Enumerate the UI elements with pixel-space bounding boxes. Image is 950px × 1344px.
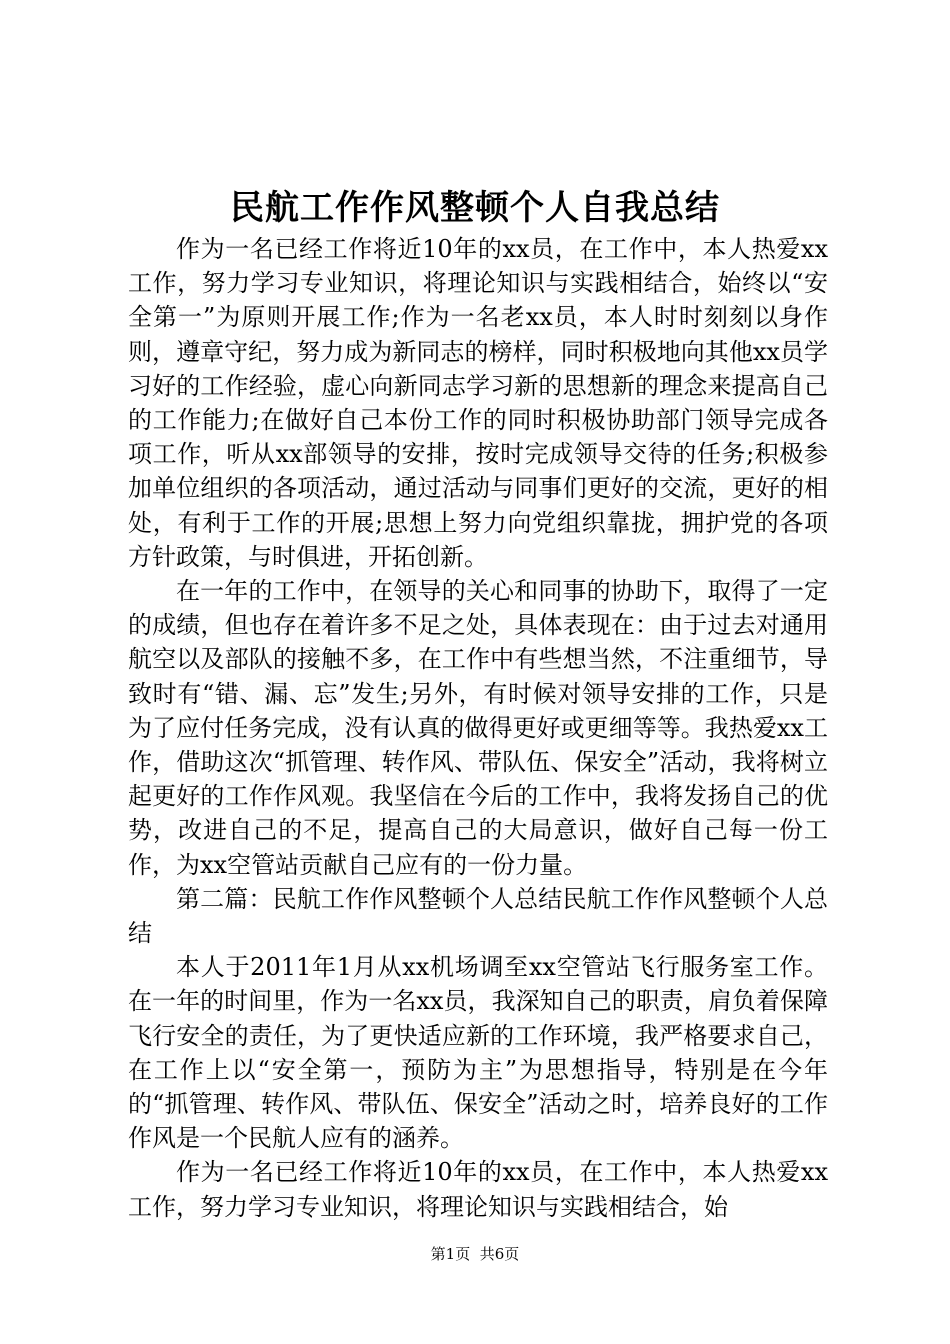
paragraph-section-heading: 第二篇：民航工作作风整顿个人总结民航工作作风整顿个人总结 [128, 884, 828, 948]
document-body [128, 232, 828, 1224]
paragraph: 作为一名已经工作将近10年的xx员，在工作中，本人热爱xx工作，努力学习专业知识，将理论知识与实践相结合，始终以“安全第一”为原则开展工作;作为一名老xx员，本人时时刻刻以身作则，遵章守纪，努力成为新同志的榜样，同时积极地向其他xx员学习好的工作经验，虚心向新同志学习新的思想新的理念来提高自己的工作能力;在做好自己本份工作的同时积极协助部门领导完成各项工作，听从xx部领导的安排，按时完成领导交待的任务;积极参加单位组织的各项活动，通过活动与同事们更好的交流，更好的相处，有利于工作的开展;思想上努力向党组织靠拢，拥护党的各项方针政策，与时俱进，开拓创新。 [128, 235, 828, 571]
page-footer [0, 1244, 950, 1264]
page-total: 共6页 [479, 1245, 520, 1263]
paragraph: 本人于2011年1月从xx机场调至xx空管站飞行服务室工作。在一年的时间里，作为一名xx员，我深知自己的职责，肩负着保障飞行安全的责任，为了更快适应新的工作环境，我严格要求自己，在工作上以“安全第一，预防为主”为思想指导，特别是在今年的“抓管理、转作风、带队伍、保安全”活动之时，培养良好的工作作风是一个民航人应有的涵养。 [128, 953, 828, 1153]
page-number: 第1页 [430, 1245, 471, 1263]
paragraph: 作为一名已经工作将近10年的xx员，在工作中，本人热爱xx工作，努力学习专业知识，将理论知识与实践相结合，始 [128, 1158, 828, 1221]
document-title: 民航工作作风整顿个人自我总结 [230, 188, 720, 228]
paragraph: 在一年的工作中，在领导的关心和同事的协助下，取得了一定的成绩，但也存在着许多不足之处，具体表现在：由于过去对通用航空以及部队的接触不多，在工作中有些想当然，不注重细节，导致时有“错、漏、忘”发生;另外，有时候对领导安排的工作，只是为了应付任务完成，没有认真的做得更好或更细等等。我热爱xx工作，借助这次“抓管理、转作风、带队伍、保安全”活动，我将树立起更好的工作作风观。我坚信在今后的工作中，我将发扬自己的优势，改进自己的不足，提高自己的大局意识，做好自己每一份工作，为xx空管站贡献自己应有的一份力量。 [128, 577, 828, 879]
